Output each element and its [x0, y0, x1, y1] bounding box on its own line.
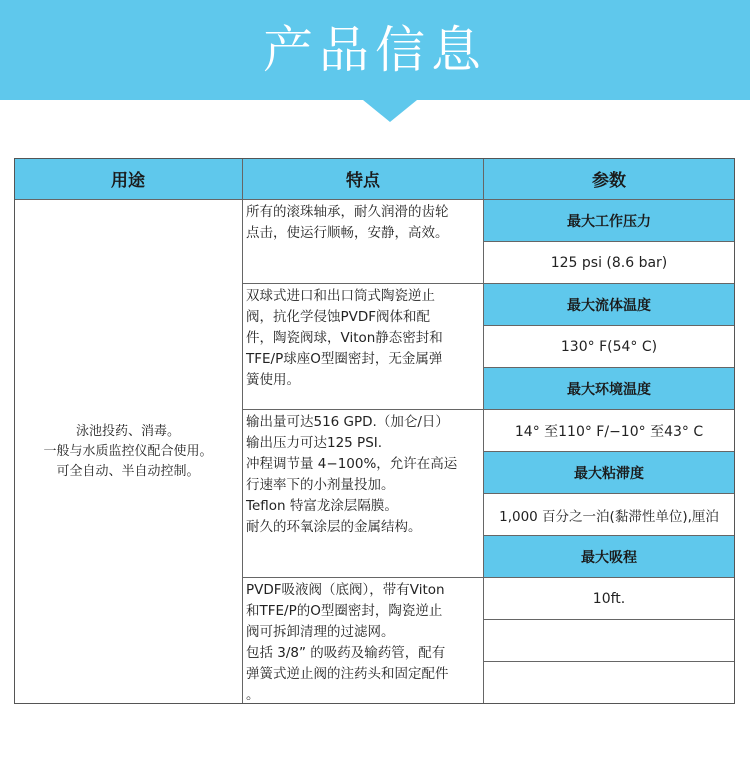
feature-line: 点击，使运行顺畅，安静，高效。 — [246, 225, 449, 241]
header-features: 特点 — [243, 158, 484, 200]
banner-title: 产品信息 — [263, 21, 487, 79]
empty-row — [484, 620, 735, 662]
param-label: 最大吸程 — [484, 536, 735, 578]
feature-cell-1 — [243, 200, 484, 284]
feature-line: 簧使用。 — [246, 372, 300, 388]
empty-row — [484, 662, 735, 704]
param-label: 最大工作压力 — [484, 200, 735, 242]
param-label: 最大环境温度 — [484, 368, 735, 410]
feature-cell-4 — [243, 578, 484, 704]
product-info-table — [14, 158, 735, 704]
feature-line: 双球式进口和出口筒式陶瓷逆止 — [246, 288, 435, 304]
param-value: 125 psi (8.6 bar) — [484, 242, 735, 284]
feature-line: 所有的滚珠轴承，耐久润滑的齿轮 — [246, 204, 449, 220]
header-use: 用途 — [14, 158, 243, 200]
feature-line: 阀，抗化学侵蚀PVDF阀体和配 — [246, 309, 431, 325]
feature-line: 件，陶瓷阀球，Viton静态密封和 — [246, 330, 443, 346]
param-value: 130° F(54° C) — [484, 326, 735, 368]
banner — [0, 0, 750, 100]
feature-line: 输出量可达516 GPD.（加仑/日） — [246, 414, 449, 430]
use-line: 泳池投药、消毒。 — [75, 423, 180, 439]
param-label: 最大粘滞度 — [484, 452, 735, 494]
feature-cell-2 — [243, 284, 484, 410]
feature-line: 行速率下的小剂量投加。 — [246, 477, 395, 493]
feature-cell-3 — [243, 410, 484, 578]
feature-line: 阀可拆卸清理的过滤网。 — [246, 624, 395, 640]
use-line: 可全自动、半自动控制。 — [56, 463, 200, 479]
feature-line: 冲程调节量 4−100%，允许在高运 — [246, 456, 458, 472]
feature-line: 输出压力可达125 PSI. — [246, 435, 383, 451]
feature-line: TFE/P球座O型圈密封，无金属弹 — [246, 351, 443, 367]
banner-arrow — [363, 100, 417, 122]
param-value: 10ft. — [484, 578, 735, 620]
header-params: 参数 — [484, 158, 735, 200]
feature-line: Teflon 特富龙涂层隔膜。 — [246, 498, 398, 514]
use-line: 一般与水质监控仪配合使用。 — [43, 443, 213, 459]
feature-line: 弹簧式逆止阀的注药头和固定配件 — [246, 666, 449, 682]
feature-line: 。 — [246, 687, 260, 703]
feature-line: PVDF吸液阀（底阀），带有Viton — [246, 582, 445, 598]
param-value: 1,000 百分之一泊(黏滞性单位),厘泊 — [484, 494, 735, 536]
use-cell — [14, 200, 243, 704]
param-value: 14° 至110° F/−10° 至43° C — [484, 410, 735, 452]
feature-line: 包括 3/8” 的吸药及输药管，配有 — [246, 645, 446, 661]
param-label: 最大流体温度 — [484, 284, 735, 326]
feature-line: 和TFE/P的O型圈密封，陶瓷逆止 — [246, 603, 443, 619]
feature-line: 耐久的环氧涂层的金属结构。 — [246, 519, 422, 535]
